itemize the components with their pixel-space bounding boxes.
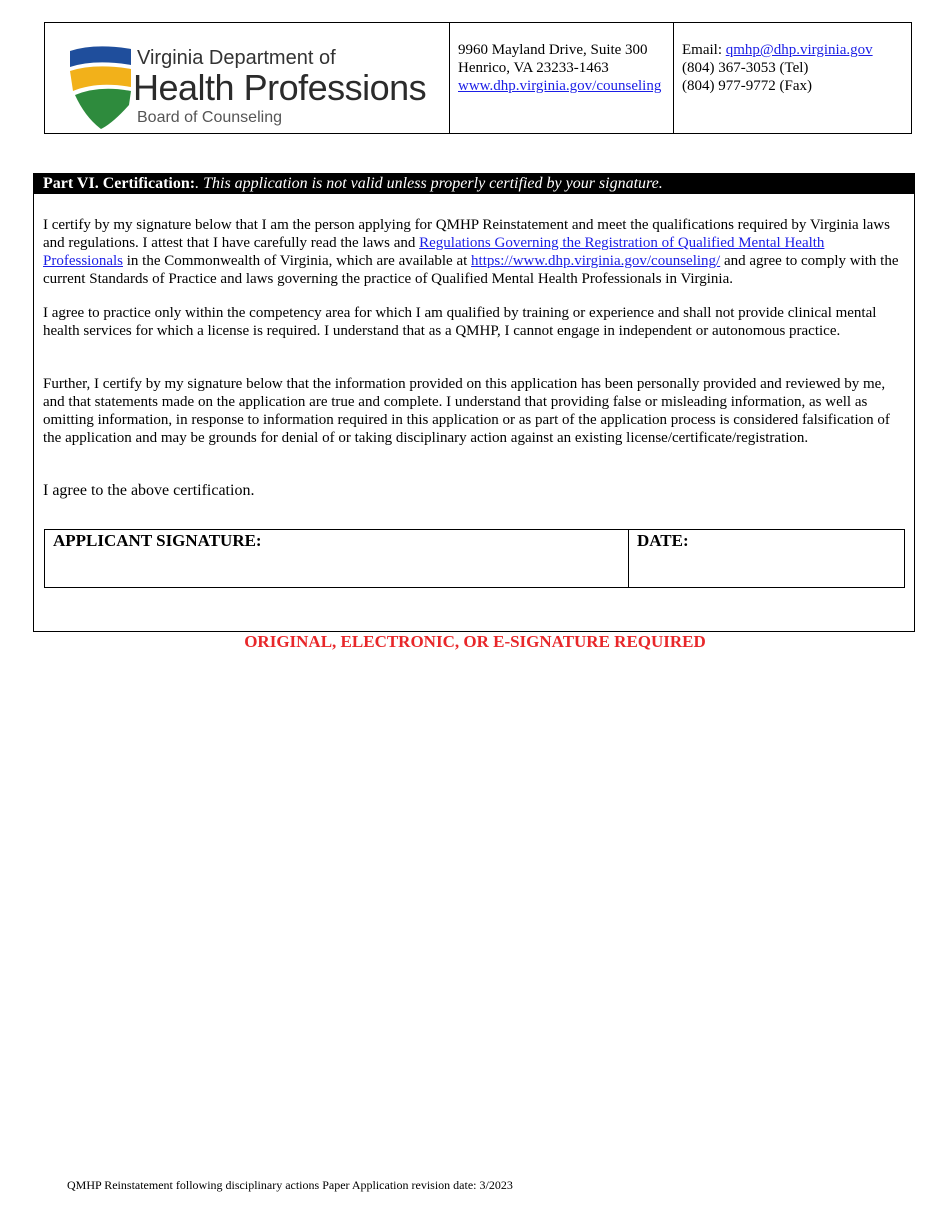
logo-cell [45, 23, 450, 133]
footer-revision: QMHP Reinstatement following disciplinary actions Paper Application revision date: 3/2023 [67, 1178, 513, 1192]
date-field[interactable] [629, 530, 904, 587]
signature-label: APPLICANT SIGNATURE: [53, 531, 262, 550]
certify-paragraph [43, 216, 903, 288]
attestation-paragraph: Further, I certify by my signature below that the information provided on this application has been personally provided and reviewed by me, and that statements made on the application are true and complete. I understand that providing false or misleading information, as well as omitting information, in response to information required in this application or as part of the application process is considered falsification of the application and may be grounds for denial of or taking disciplinary action against an existing license/certificate/registration. [43, 376, 890, 446]
logo-text-line3: Board of Counseling [137, 109, 282, 126]
section-subtitle: . This application is not valid unless properly certified by your signature. [195, 175, 663, 192]
logo-text-line2: Health Professions [133, 67, 427, 108]
regulations-link[interactable]: Regulations Governing the Registration of Qualified Mental Health Professionals [43, 235, 825, 269]
section-heading [34, 174, 914, 194]
signature-table [44, 529, 905, 588]
date-label: DATE: [637, 531, 689, 550]
address-line1: 9960 Mayland Drive, Suite 300 [458, 42, 648, 58]
agree-statement: I agree to the above certification. [43, 482, 255, 499]
logo-text-line1: Virginia Department of [137, 47, 336, 69]
signature-required-notice: ORIGINAL, ELECTRONIC, OR E-SIGNATURE REQUIRED [244, 632, 706, 651]
address-cell [450, 23, 674, 133]
phone-tel: (804) 367-3053 (Tel) [682, 60, 809, 76]
certification-section [33, 173, 915, 632]
header-table [44, 22, 912, 134]
certify-text-b: in the Commonwealth of Virginia, which are available at [123, 253, 472, 269]
competency-paragraph: I agree to practice only within the competency area for which I am qualified by training or experience and shall not provide clinical mental health services for which a license is required. I understand that as a QMHP, I cannot engage in independent or autonomous practice. [43, 305, 877, 339]
certify-text-c: and agree to comply with the current Standards of Practice and laws governing the practice of Qualified Mental Health Professionals in Virginia. [43, 253, 899, 287]
counseling-url-link[interactable]: https://www.dhp.virginia.gov/counseling/ [471, 253, 721, 269]
certify-text-a: I certify by my signature below that I am the person applying for QMHP Reinstatement and meet the qualifications required by Virginia laws and regulations. I attest that I have carefully read the laws and [43, 217, 890, 251]
contact-cell [674, 23, 911, 133]
email-label: Email: [682, 42, 726, 58]
section-title: Part VI. Certification: [43, 175, 196, 192]
applicant-signature-field[interactable] [45, 530, 629, 587]
website-link[interactable]: www.dhp.virginia.gov/counseling [458, 78, 662, 94]
address-line2: Henrico, VA 23233-1463 [458, 60, 609, 76]
dhp-logo-icon [65, 43, 135, 131]
email-link[interactable]: qmhp@dhp.virginia.gov [725, 42, 873, 58]
phone-fax: (804) 977-9772 (Fax) [682, 78, 812, 94]
